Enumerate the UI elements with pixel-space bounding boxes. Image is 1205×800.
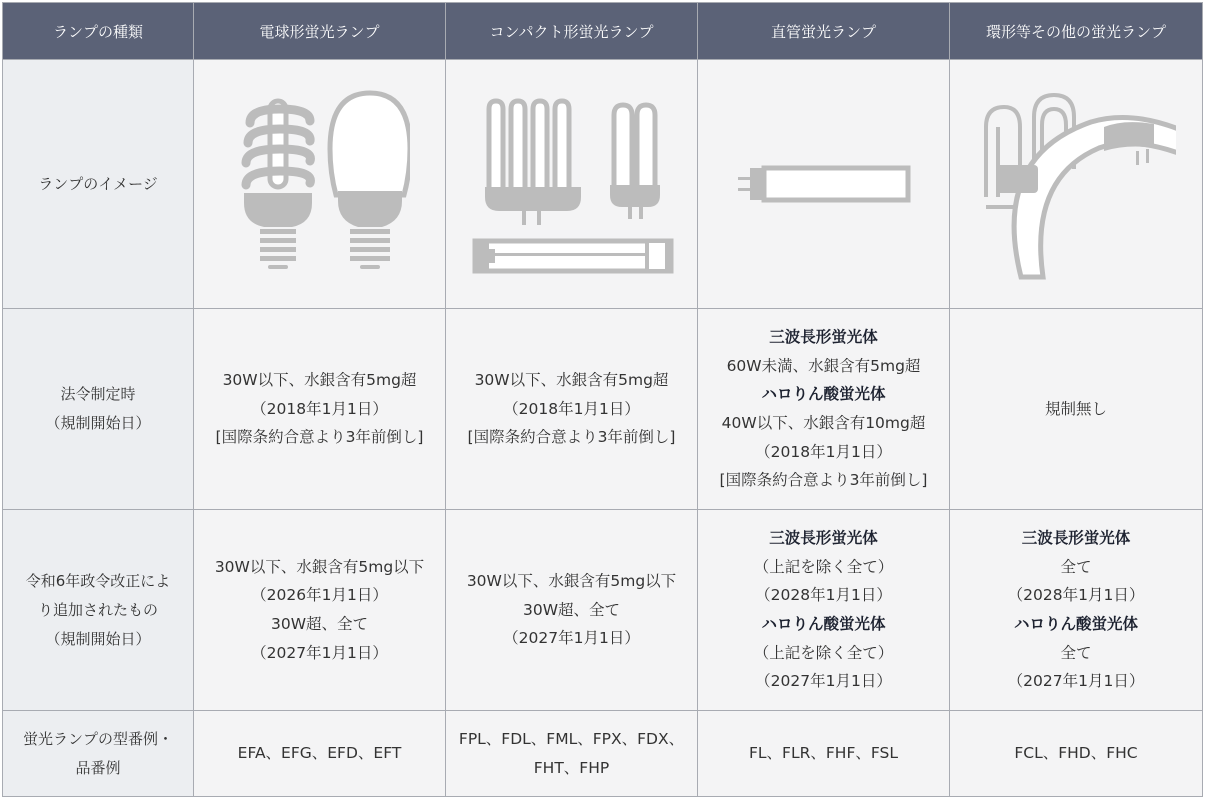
cell-line: 規制無し (1044, 399, 1107, 418)
cell-line: FHT、FHP (533, 758, 610, 777)
models-compact-cell (446, 711, 698, 797)
models-row-label (3, 711, 194, 797)
cell-line: （2027年1月1日） (755, 672, 892, 691)
cell-line: （2027年1月1日） (251, 643, 388, 662)
amend-bulb-cell (194, 510, 446, 711)
header-compact-type: コンパクト形蛍光ランプ (446, 3, 698, 60)
law-row (3, 309, 1203, 510)
cell-line: [国際条約合意より3年前倒し] (215, 428, 424, 447)
cell-line: 30W以下、水銀含有5mg超 (222, 371, 417, 390)
amendment-row (3, 510, 1203, 711)
law-compact-cell (446, 309, 698, 510)
cell-line: （2027年1月1日） (1007, 672, 1145, 691)
cell-line: （上記を除く全て） (753, 643, 894, 662)
circular-lamp-illustration (976, 87, 1176, 282)
cell-line: 30W以下、水銀含有5mg超 (474, 371, 669, 390)
cell-line: （2018年1月1日） (755, 442, 892, 461)
cell-line: （2027年1月1日） (503, 629, 640, 648)
models-straight-cell (698, 711, 950, 797)
law-circular-cell (950, 309, 1203, 510)
cell-line: [国際条約合意より3年前倒し] (467, 428, 676, 447)
cell-line: （2018年1月1日） (503, 399, 640, 418)
cell-line: （2018年1月1日） (251, 399, 388, 418)
cell-line: （2026年1月1日） (251, 586, 388, 605)
phosphor-heading: ハロりん酸蛍光体 (761, 615, 886, 633)
cell-line: 40W以下、水銀含有10mg超 (721, 414, 926, 432)
cell-line: （2028年1月1日） (1007, 586, 1145, 605)
amend-circular-cell (950, 510, 1203, 711)
bulb-lamp-illustration (230, 89, 410, 279)
compact-lamp-image-cell (446, 60, 698, 309)
phosphor-heading: ハロりん酸蛍光体 (1013, 615, 1138, 633)
phosphor-heading: 三波長形蛍光体 (769, 328, 878, 347)
label-line: （規制開始日） (45, 629, 151, 648)
law-row-label (3, 309, 194, 510)
amend-compact-cell (446, 510, 698, 711)
models-row (3, 711, 1203, 797)
cell-line: EFA、EFG、EFD、EFT (237, 744, 402, 763)
label-line: 法令制定時 (60, 385, 136, 403)
header-row (3, 3, 1203, 60)
header-bulb-type: 電球形蛍光ランプ (194, 3, 446, 60)
header-straight-tube: 直管蛍光ランプ (698, 3, 950, 60)
cell-line: FCL、FHD、FHC (1014, 744, 1138, 763)
label-line: 蛍光ランプの型番例・ (22, 729, 173, 748)
models-circular-cell (950, 711, 1203, 797)
phosphor-heading: 三波長形蛍光体 (1021, 529, 1131, 548)
amend-straight-cell (698, 510, 950, 711)
header-circular-other: 環形等その他の蛍光ランプ (950, 3, 1203, 60)
image-row-label: ランプのイメージ (3, 60, 194, 309)
lamp-regulation-table (2, 2, 1203, 797)
image-row (3, 60, 1203, 309)
cell-line: 全て (1060, 643, 1092, 662)
cell-line: 全て (1060, 557, 1092, 576)
cell-line: 30W以下、水銀含有5mg以下 (214, 557, 425, 576)
cell-line: 30W以下、水銀含有5mg以下 (466, 572, 677, 591)
straight-tube-illustration (734, 154, 914, 214)
bulb-lamp-image-cell (194, 60, 446, 309)
cell-line: 30W超、全て (270, 615, 369, 633)
law-bulb-cell (194, 309, 446, 510)
label-line: 品番例 (75, 758, 121, 777)
law-straight-cell (698, 309, 950, 510)
cell-line: （上記を除く全て） (753, 557, 894, 576)
cell-line: FL、FLR、FHF、FSL (749, 744, 898, 763)
cell-line: 30W超、全て (522, 600, 621, 619)
models-bulb-cell (194, 711, 446, 797)
phosphor-heading: ハロりん酸蛍光体 (761, 385, 886, 404)
label-line: 令和6年政令改正によ (25, 571, 171, 590)
label-line: り追加されたもの (37, 600, 158, 619)
cell-line: 60W未満、水銀含有5mg超 (726, 356, 921, 375)
header-lamp-type: ランプの種類 (3, 3, 194, 60)
phosphor-heading: 三波長形蛍光体 (769, 529, 878, 548)
straight-tube-image-cell (698, 60, 950, 309)
cell-line: （2028年1月1日） (755, 586, 892, 605)
amendment-row-label (3, 510, 194, 711)
cell-line: FPL、FDL、FML、FPX、FDX、 (458, 729, 685, 748)
label-line: （規制開始日） (45, 414, 151, 432)
cell-line: [国際条約合意より3年前倒し] (719, 471, 928, 490)
circular-lamp-image-cell (950, 60, 1203, 309)
compact-lamp-illustration (467, 89, 677, 279)
